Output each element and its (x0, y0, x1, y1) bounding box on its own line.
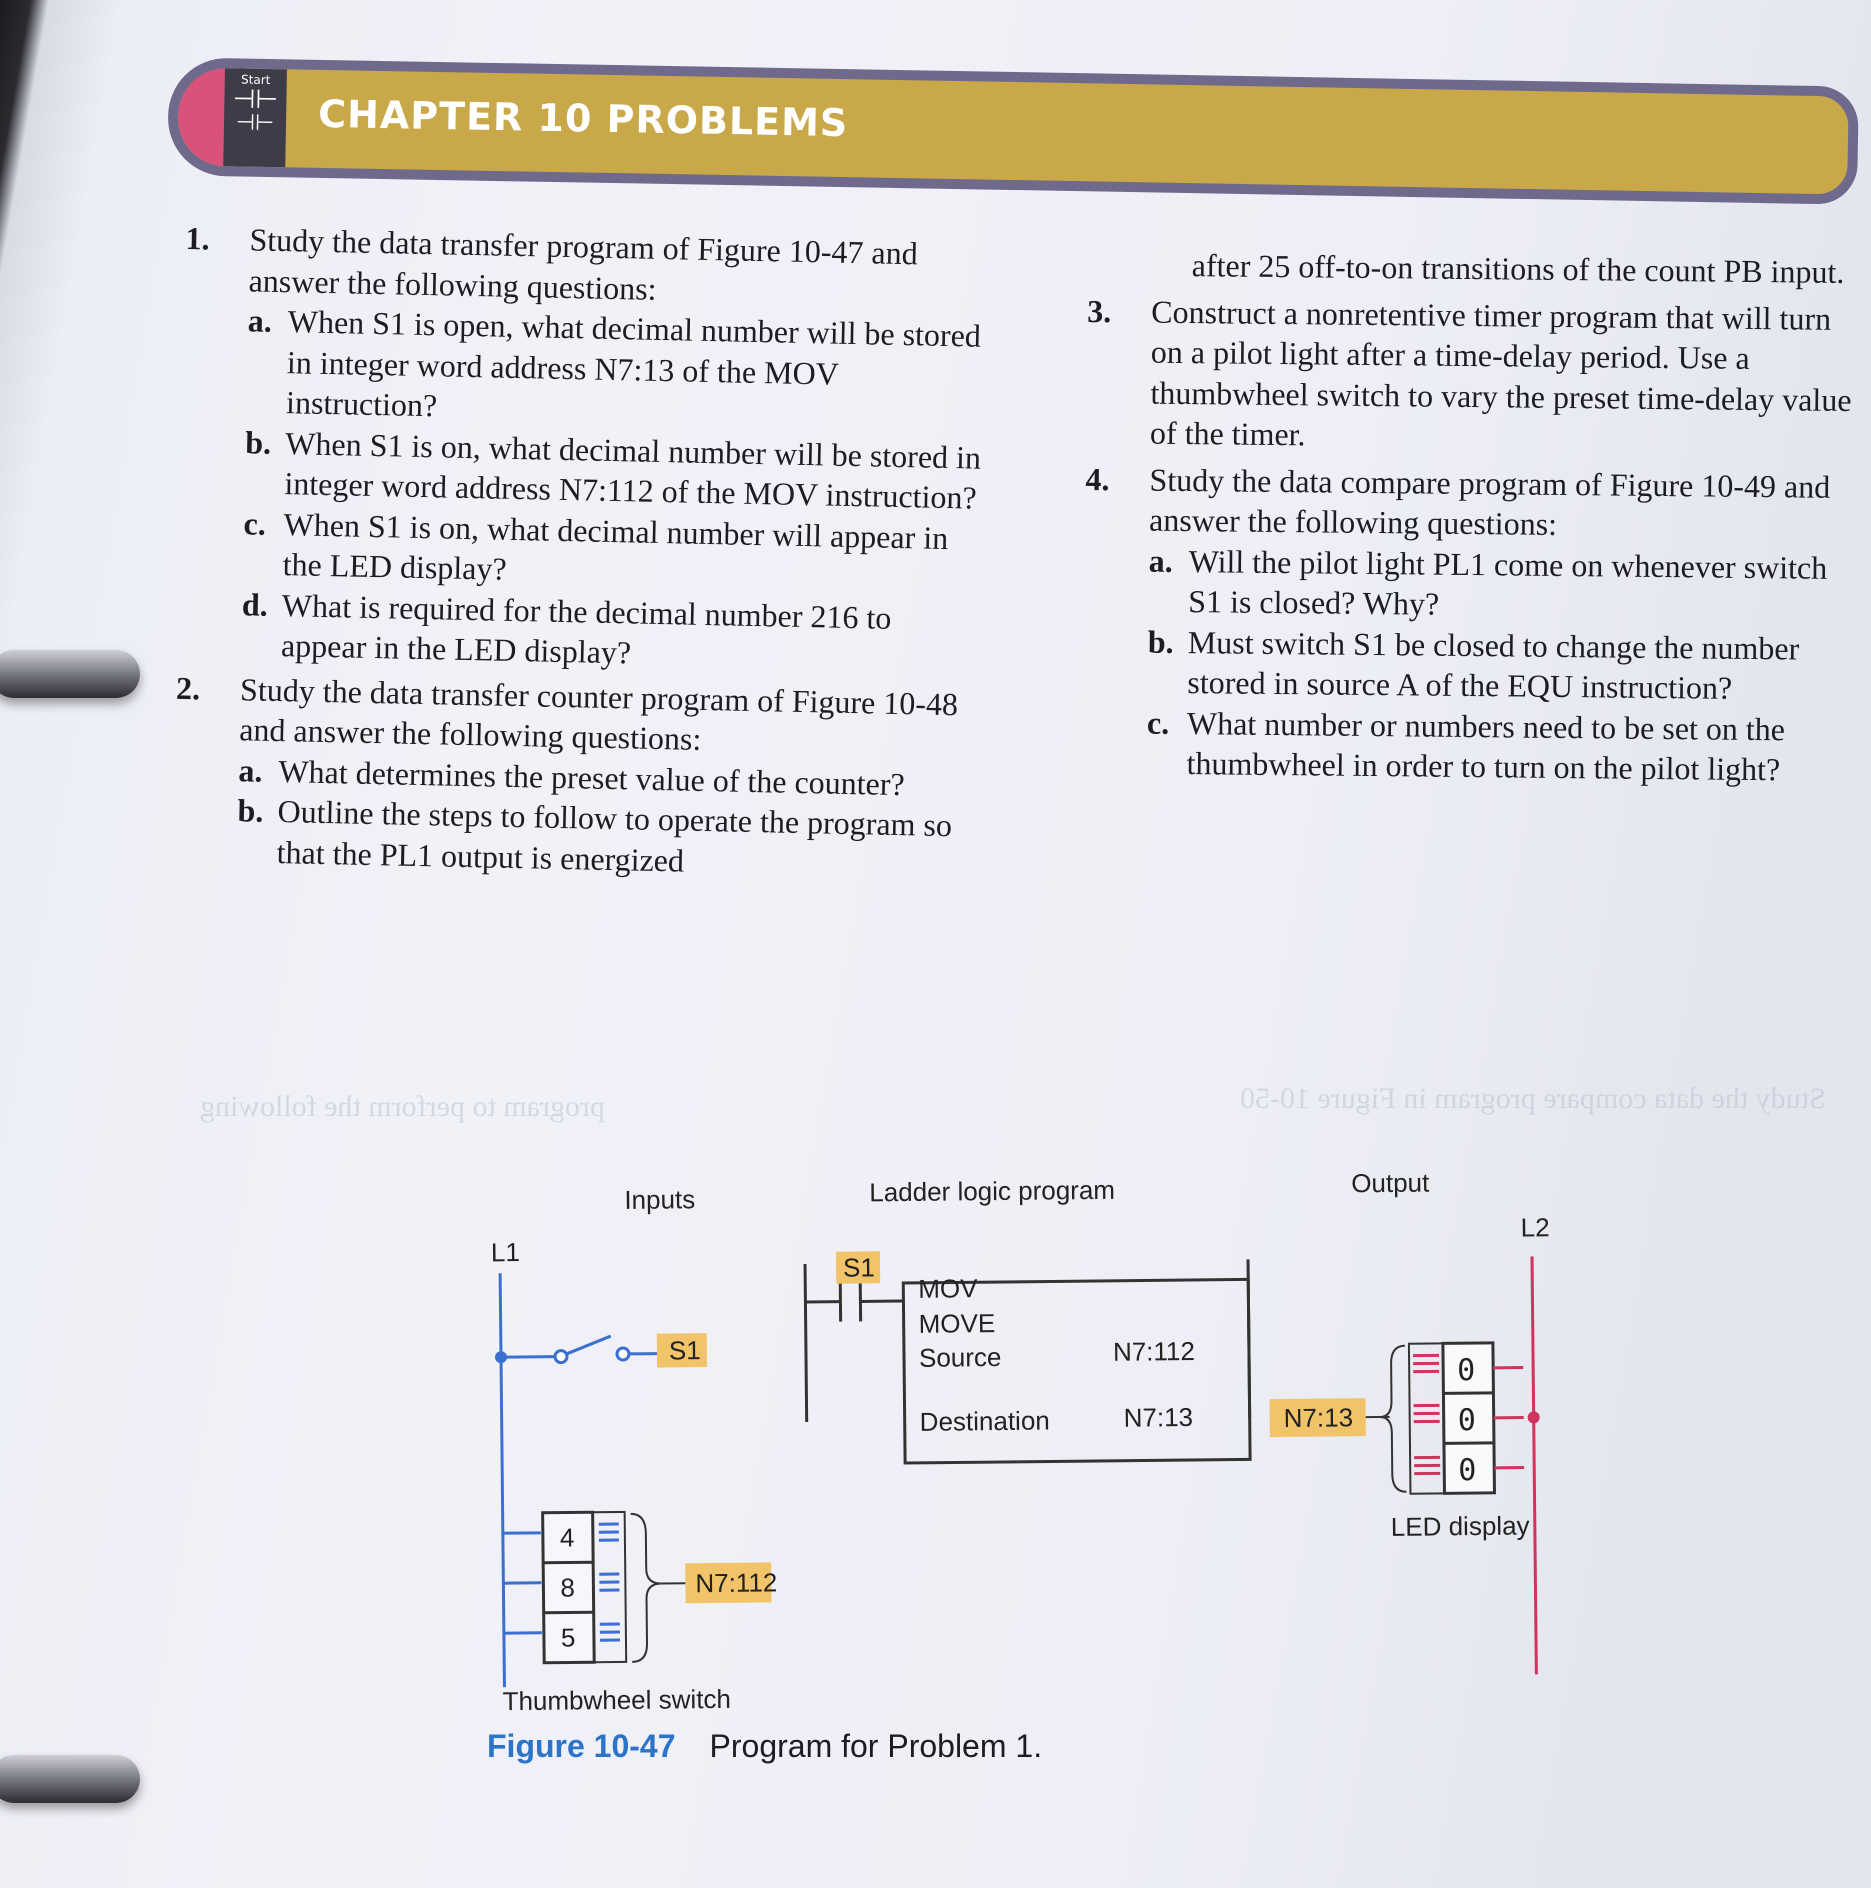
junction-dot (1528, 1411, 1540, 1423)
subpart-label: b. (237, 792, 264, 829)
switch-terminal (617, 1348, 629, 1360)
subpart-text: When S1 is on, what decimal number will appear in the LED display? (282, 505, 949, 587)
switch-terminal (555, 1351, 567, 1363)
problem-text: Construct a nonretentive timer program that will turn on a pilot light after a time-delay period. Use a thumbwheel switch to vary the preset time-delay value of the timer. (1149, 293, 1852, 453)
subpart-text: Will the pilot light PL1 come on whenever switch S1 is closed? Why? (1188, 542, 1828, 622)
subpart-label: a. (247, 302, 273, 339)
subpart-label: b. (244, 423, 272, 461)
l1-label: L1 (490, 1237, 520, 1268)
subpart-text: When S1 is on, what decimal number will be stored in integer word address N7:112 of the MOV instruction? (284, 424, 982, 516)
figure-number: Figure 10-47 (487, 1728, 676, 1764)
led-digit: 0 (1458, 1453, 1477, 1489)
ladder-left-rail (805, 1264, 807, 1422)
led-display-label: LED display (1390, 1510, 1530, 1542)
start-contact-icon: Start ⊣⊢ ⊣⊢ (223, 68, 287, 167)
thumbwheel-digit: 4 (559, 1522, 575, 1553)
led-digit: 0 (1457, 1403, 1476, 1439)
problem-text: Study the data compare program of Figure 10-49 and answer the following questions: (1148, 461, 1831, 542)
mov-name: MOVE (918, 1308, 996, 1339)
icon-label: Start (240, 72, 271, 88)
subpart-label: b. (1147, 623, 1174, 660)
problem-text: Study the data transfer counter program of Figure 10-48 and answer the following questions: (238, 670, 959, 757)
switch-blade (565, 1336, 611, 1354)
chapter-title: CHAPTER 10 PROBLEMS (317, 91, 849, 146)
subpart-label: a. (1148, 542, 1173, 579)
led-display (1379, 1343, 1525, 1494)
inputs-label: Inputs (624, 1184, 696, 1215)
thumbwheel-digit: 5 (560, 1622, 576, 1653)
subpart-label: d. (241, 585, 269, 623)
show-through-text: program to perform the following (200, 1090, 605, 1123)
led-tag-text: N7:13 (1283, 1402, 1354, 1434)
mov-mnemonic: MOV (918, 1273, 978, 1304)
led-digit: 0 (1457, 1353, 1476, 1389)
s1-contact-tag-text: S1 (842, 1252, 876, 1283)
thumbwheel-tag-text: N7:112 (695, 1567, 778, 1599)
show-through-text: Study the data compare program in Figure 10-50 (1240, 1082, 1826, 1115)
subpart-text: When S1 is open, what decimal number will be stored in integer word address N7:13 of the MOV instruction? (285, 303, 982, 424)
problem-text: Study the data transfer program of Figure 10-47 and answer the following questions: (248, 221, 919, 307)
subpart-text-continued: after 25 off-to-on transitions of the count PB input. (1191, 247, 1845, 290)
l2-label: L2 (1520, 1212, 1550, 1243)
subpart-text: Must switch S1 be closed to change the number stored in source A of the EQU instruction? (1187, 623, 1800, 706)
subpart-text: What is required for the decimal number 216 to appear in the LED display? (280, 586, 892, 671)
output-label: Output (1351, 1167, 1430, 1199)
l2-rail (1532, 1256, 1536, 1674)
switch-wire (501, 1357, 555, 1358)
l1-rail (500, 1273, 504, 1687)
subpart-text: Outline the steps to follow to operate the program so that the PL1 output is energized (276, 793, 953, 879)
destination-value: N7:13 (1123, 1401, 1194, 1433)
problem-number: 1. (185, 219, 210, 257)
subpart-label: a. (238, 751, 263, 789)
problem-number: 4. (1085, 460, 1110, 497)
s1-switch-tag-text: S1 (668, 1335, 701, 1366)
thumbwheel-switch (503, 1511, 687, 1663)
thumbwheel-digit: 8 (560, 1572, 576, 1603)
figure-caption (487, 1728, 1042, 1765)
subpart-text: What number or numbers need to be set on the thumbwheel in order to turn on the pilot light? (1186, 704, 1786, 788)
subpart-text: What determines the preset value of the counter? (278, 752, 906, 802)
problem-number: 3. (1087, 292, 1112, 329)
thumbwheel-label: Thumbwheel switch (502, 1683, 732, 1717)
figure-caption-text: Program for Problem 1. (709, 1728, 1043, 1764)
destination-label: Destination (919, 1405, 1050, 1437)
source-label: Source (918, 1341, 1002, 1373)
source-value: N7:112 (1112, 1335, 1196, 1367)
ladder-label: Ladder logic program (869, 1174, 1116, 1208)
subpart-label: c. (1146, 704, 1170, 741)
subpart-label: c. (243, 504, 267, 542)
problem-number: 2. (175, 669, 201, 706)
